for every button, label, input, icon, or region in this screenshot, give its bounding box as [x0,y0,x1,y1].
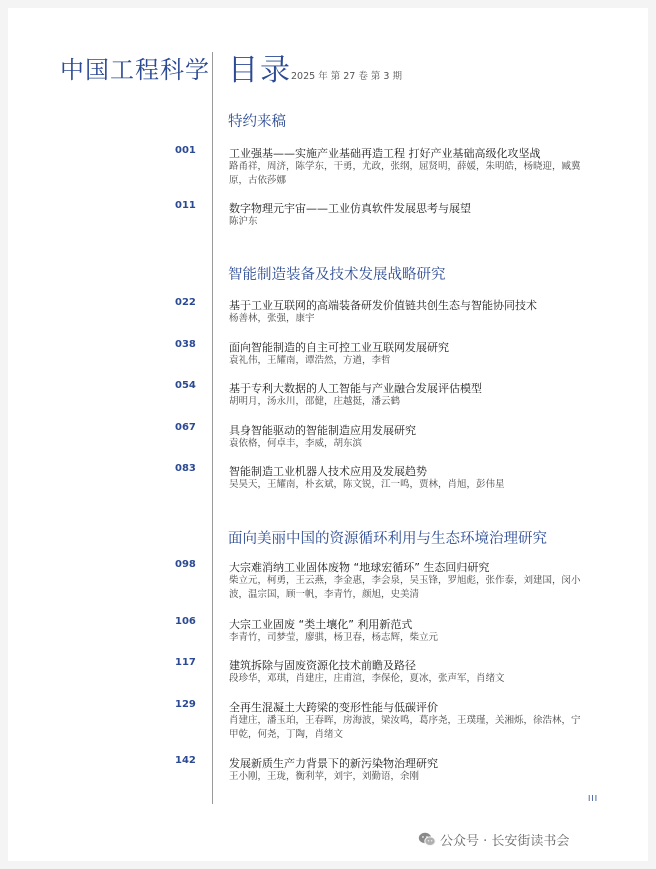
entry-title[interactable]: 全再生混凝土大跨梁的变形性能与低碳评价 [229,701,438,714]
entry-title[interactable]: 基于工业互联网的高端装备研发价值链共创生态与智能协同技术 [229,299,537,312]
entry-authors: 肖建庄，潘玉珀，王春晖，房海波，梁汝鸣，葛序尧，王璞瑾，关湘烁，徐浩林，宁甲乾，何尧，丁陶，肖绪文 [229,715,581,740]
entry-authors: 柴立元，柯勇，王云燕，李金惠，李会泉，吴玉锋，罗旭彪，张作泰，刘建国，闵小波，温宗国，顾一帆，李青竹，颜旭，史美清 [229,575,581,600]
entry-title[interactable]: 大宗工业固废 “类土壤化” 利用新范式 [229,618,413,631]
issue-info: 2025 年 第 27 卷 第 3 期 [291,71,402,82]
watermark-text: 公众号 · 长安街读书会 [440,834,570,849]
entry-authors: 李青竹，司梦莹，廖骐，杨卫春，杨志辉，柴立元 [229,632,439,643]
entry-page-number: 106 [175,616,196,627]
entry-page-number: 001 [175,145,196,156]
entry-title[interactable]: 具身智能驱动的智能制造应用发展研究 [229,424,416,437]
entry-authors: 陈沪东 [229,216,258,227]
entry-page-number: 067 [175,422,196,433]
entry-authors: 王小刚，王珑，衡利苹，刘宇，刘勤语，余刚 [229,771,420,782]
entry-title[interactable]: 建筑拆除与固废资源化技术前瞻及路径 [229,659,416,672]
page-folio: III [588,794,599,803]
entry-page-number: 129 [175,699,196,710]
section-title: 智能制造装备及技术发展战略研究 [228,267,446,283]
divider-line [212,52,213,804]
entry-page-number: 011 [175,200,196,211]
section-title: 面向美丽中国的资源循环利用与生态环境治理研究 [228,531,547,547]
wechat-icon [418,832,436,851]
entry-authors: 段珍华，邓琪，肖建庄，庄甫渲，李保伦，夏冰，张声军，肖绪文 [229,673,505,684]
entry-title[interactable]: 基于专利大数据的人工智能与产业融合发展评估模型 [229,382,482,395]
entry-authors: 杨善林，张强，康宇 [229,313,315,324]
toc-title: 目录 [228,53,292,88]
entry-authors: 路甬祥，周济，陈学东，干勇，尤政，张纲，屈贤明，薛媛，朱明皓，杨晓迎，臧冀原，古依莎娜 [229,161,581,186]
entry-page-number: 054 [175,380,196,391]
entry-title[interactable]: 大宗难消纳工业固体废物 “地球宏循环” 生态回归研究 [229,561,490,574]
entry-page-number: 117 [175,657,196,668]
entry-authors: 袁依格，何卓丰，李威，胡东滨 [229,438,363,449]
entry-title[interactable]: 工业强基——实施产业基础再造工程 打好产业基础高级化攻坚战 [229,147,541,160]
entry-title[interactable]: 智能制造工业机器人技术应用及发展趋势 [229,465,427,478]
entry-page-number: 083 [175,463,196,474]
toc-page [8,8,648,861]
entry-title[interactable]: 数字物理元宇宙——工业仿真软件发展思考与展望 [229,202,471,215]
entry-title[interactable]: 面向智能制造的自主可控工业互联网发展研究 [229,341,449,354]
entry-page-number: 038 [175,339,196,350]
entry-authors: 胡明月，汤永川，邵健，庄越挺，潘云鹤 [229,396,401,407]
entry-authors: 袁礼伟，王耀南，谭浩然，方遒，李哲 [229,355,391,366]
watermark [418,830,569,851]
journal-name: 中国工程科学 [60,56,210,84]
entry-authors: 吴昊天，王耀南，朴玄斌，陈文锐，江一鸣，贾林，肖旭，彭伟星 [229,479,505,490]
section-title: 特约来稿 [228,114,286,130]
entry-page-number: 022 [175,297,196,308]
entry-title[interactable]: 发展新质生产力背景下的新污染物治理研究 [229,757,438,770]
entry-page-number: 142 [175,755,196,766]
entry-page-number: 098 [175,559,196,570]
